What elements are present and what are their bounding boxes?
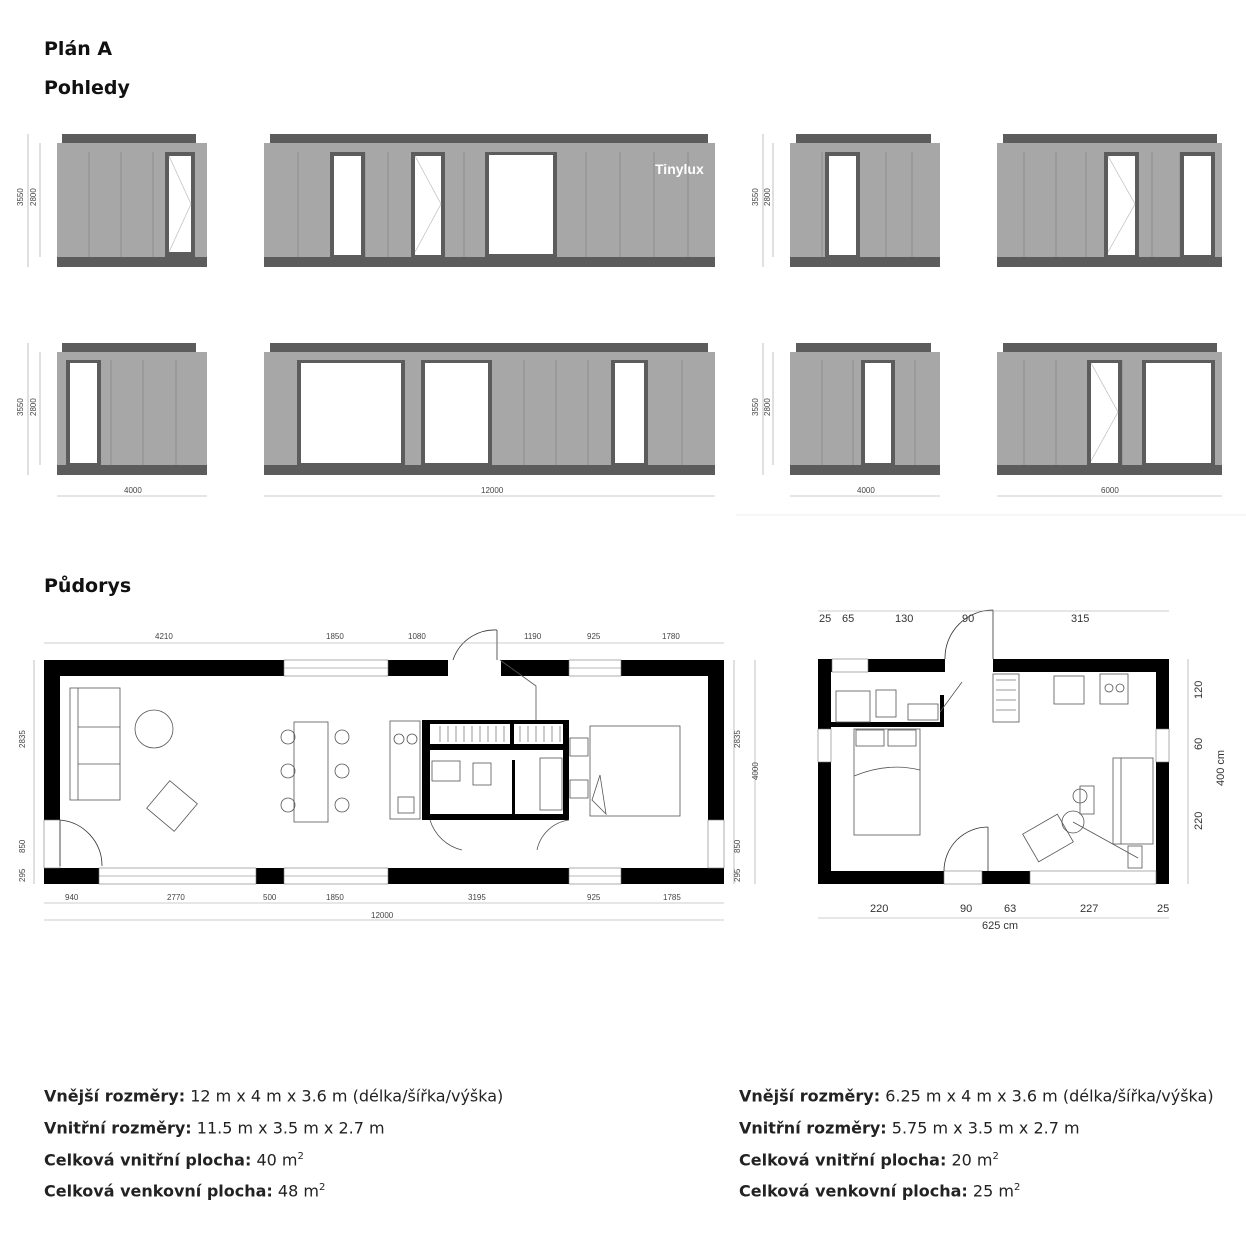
svg-text:3550: 3550 [16, 188, 25, 206]
svg-text:12000: 12000 [481, 486, 504, 495]
svg-text:625 cm: 625 cm [982, 920, 1019, 932]
spec-row: Vnější rozměry: 6.25 m x 4 m x 3.6 m (délka/šířka/výška) [739, 1086, 1214, 1106]
svg-text:6000: 6000 [1101, 486, 1119, 495]
elevation-short-3 [57, 343, 207, 475]
svg-text:1080: 1080 [408, 632, 426, 641]
svg-text:400 cm: 400 cm [1215, 749, 1227, 786]
svg-text:90: 90 [962, 613, 975, 625]
svg-text:1190: 1190 [524, 632, 542, 641]
spec-row: Celková vnitřní plocha: 20 $m^2$ [739, 1149, 999, 1169]
svg-text:850: 850 [18, 839, 27, 853]
svg-text:3195: 3195 [468, 893, 486, 902]
svg-text:120: 120 [1193, 680, 1205, 699]
elevation-long-1 [264, 134, 715, 267]
svg-text:3550: 3550 [751, 188, 760, 206]
svg-text:2800: 2800 [29, 398, 38, 416]
svg-text:63: 63 [1004, 903, 1017, 915]
svg-text:1785: 1785 [663, 893, 681, 902]
svg-text:1850: 1850 [326, 893, 344, 902]
elevation-short-2 [790, 134, 940, 267]
elevation-short-4 [790, 343, 940, 475]
svg-text:227: 227 [1080, 903, 1099, 915]
elevation-medium-1 [997, 134, 1222, 267]
svg-text:4000: 4000 [124, 486, 142, 495]
svg-text:315: 315 [1071, 613, 1090, 625]
svg-text:90: 90 [960, 903, 973, 915]
views-heading: Pohledy [44, 77, 130, 99]
spec-row: Celková venkovní plocha: 25 $m^2$ [739, 1181, 1021, 1201]
svg-text:2800: 2800 [763, 398, 772, 416]
svg-text:500: 500 [263, 893, 277, 902]
specs-large [44, 1078, 503, 1205]
svg-text:850: 850 [733, 839, 742, 853]
elevation-long-2 [264, 343, 715, 475]
svg-text:220: 220 [870, 903, 889, 915]
spec-row: Vnější rozměry: 12 m x 4 m x 3.6 m (délka/šířka/výška) [44, 1086, 504, 1106]
svg-text:25: 25 [819, 613, 832, 625]
floorplan-small [818, 610, 1169, 884]
svg-text:220: 220 [1193, 811, 1205, 830]
svg-text:4000: 4000 [751, 762, 760, 780]
svg-text:25: 25 [1157, 903, 1170, 915]
elevation-medium-2 [997, 343, 1222, 475]
svg-text:925: 925 [587, 632, 601, 641]
specs-small [739, 1078, 1214, 1205]
svg-text:2835: 2835 [18, 730, 27, 748]
spec-row: Celková venkovní plocha: 48 $m^2$ [44, 1181, 326, 1201]
svg-text:3550: 3550 [16, 398, 25, 416]
svg-text:940: 940 [65, 893, 79, 902]
svg-text:3550: 3550 [751, 398, 760, 416]
svg-text:12000: 12000 [371, 911, 394, 920]
floorplan-large [44, 630, 724, 884]
svg-text:2800: 2800 [763, 188, 772, 206]
spec-row: Vnitřní rozměry: 11.5 m x 3.5 m x 2.7 m [44, 1118, 385, 1138]
spec-row: Celková vnitřní plocha: 40 $m^2$ [44, 1149, 304, 1169]
elevation-short-1 [57, 134, 207, 267]
svg-text:60: 60 [1193, 737, 1205, 750]
svg-text:2800: 2800 [29, 188, 38, 206]
spec-row: Vnitřní rozměry: 5.75 m x 3.5 m x 2.7 m [739, 1118, 1080, 1138]
svg-text:295: 295 [733, 868, 742, 882]
brand-logo: Tinylux [655, 161, 704, 177]
svg-text:4210: 4210 [155, 632, 173, 641]
svg-text:295: 295 [18, 868, 27, 882]
svg-text:1780: 1780 [662, 632, 680, 641]
svg-text:4000: 4000 [857, 486, 875, 495]
svg-text:925: 925 [587, 893, 601, 902]
svg-text:2770: 2770 [167, 893, 185, 902]
svg-text:1850: 1850 [326, 632, 344, 641]
floorplan-heading: Půdorys [44, 575, 132, 597]
svg-text:65: 65 [842, 613, 855, 625]
svg-text:2835: 2835 [733, 730, 742, 748]
plan-title: Plán A [44, 38, 113, 60]
svg-text:130: 130 [895, 613, 914, 625]
